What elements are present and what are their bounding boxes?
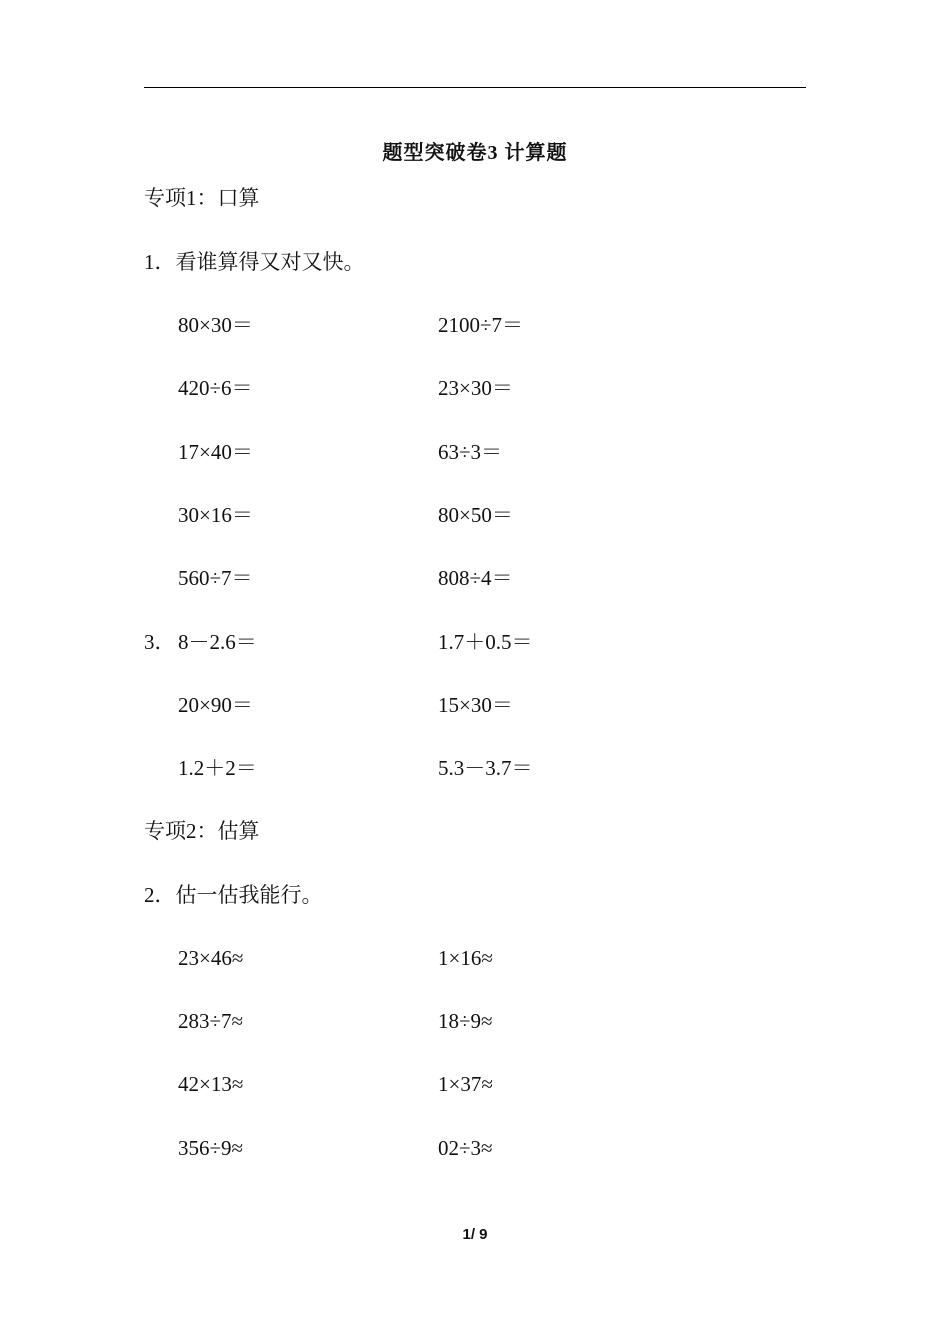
q1-item-1: 80×30＝: [178, 313, 253, 337]
question-1-label: 1．看谁算得又对又快。: [144, 250, 365, 274]
section1-heading: 专项1：口算: [144, 186, 260, 210]
q3-item-5: 1.2＋2＝: [178, 756, 257, 780]
q3-item-1: 8－2.6＝: [178, 630, 257, 654]
q1-item-10: 808÷4＝: [438, 566, 513, 590]
q2-item-5: 42×13≈: [178, 1072, 244, 1096]
q3-item-6: 5.3－3.7＝: [438, 756, 533, 780]
q3-item-3: 20×90＝: [178, 693, 253, 717]
q2-item-8: 02÷3≈: [438, 1136, 493, 1160]
q3-item-4: 15×30＝: [438, 693, 513, 717]
section2-heading: 专项2：估算: [144, 819, 260, 843]
q1-item-7: 30×16＝: [178, 503, 253, 527]
q2-item-2: 1×16≈: [438, 946, 493, 970]
q2-item-4: 18÷9≈: [438, 1009, 493, 1033]
q1-item-6: 63÷3＝: [438, 440, 503, 464]
header-rule: [144, 87, 806, 88]
q2-item-7: 356÷9≈: [178, 1136, 244, 1160]
q2-item-3: 283÷7≈: [178, 1009, 244, 1033]
page-number: 1/ 9: [462, 1226, 488, 1243]
question-2-label: 2．估一估我能行。: [144, 883, 323, 907]
q2-item-1: 23×46≈: [178, 946, 244, 970]
page-title: 题型突破卷3 计算题: [382, 142, 568, 164]
question-3-number: 3．: [144, 630, 176, 654]
q1-item-8: 80×50＝: [438, 503, 513, 527]
q1-item-9: 560÷7＝: [178, 566, 253, 590]
q1-item-5: 17×40＝: [178, 440, 253, 464]
q3-item-2: 1.7＋0.5＝: [438, 630, 533, 654]
q1-item-3: 420÷6＝: [178, 376, 253, 400]
q2-item-6: 1×37≈: [438, 1072, 493, 1096]
q1-item-2: 2100÷7＝: [438, 313, 524, 337]
q1-item-4: 23×30＝: [438, 376, 513, 400]
